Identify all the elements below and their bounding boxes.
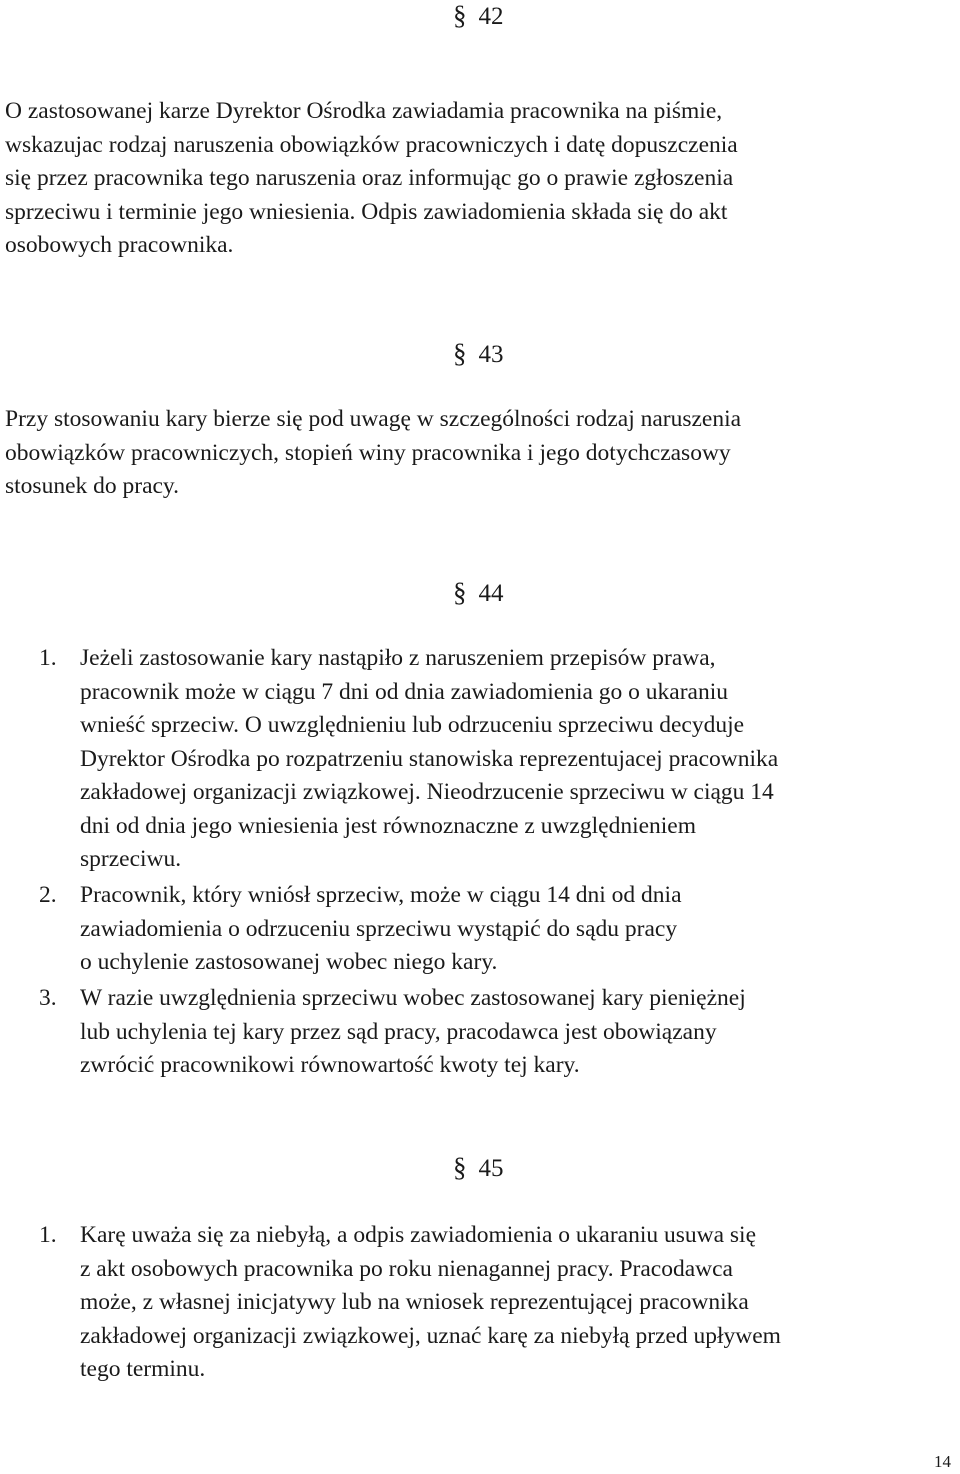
section-sign: § (453, 338, 467, 368)
item-line: Jeżeli zastosowanie kary nastąpiło z naruszeniem przepisów prawa, (80, 645, 716, 671)
section-number: 45 (478, 1155, 504, 1182)
page-number: 14 (934, 1452, 951, 1471)
item-text (80, 1219, 960, 1387)
section-43-paragraph (5, 403, 955, 504)
section-42-paragraph (5, 95, 955, 263)
item-line: lub uchylenia tej kary przez sąd pracy, pracodawca jest obowiązany (80, 1018, 717, 1045)
item-line: Pracownik, który wniósł sprzeciw, może w ciągu 14 dni od dnia (80, 882, 682, 908)
section-number: 42 (478, 3, 504, 30)
section-44-item-2 (0, 879, 960, 980)
item-line: sprzeciwu. (80, 846, 182, 872)
section-sign: § (453, 0, 467, 30)
paragraph-line: obowiązków pracowniczych, stopień winy pracownika i jego dotychczasowy (5, 439, 731, 466)
item-number: 1. (39, 1222, 57, 1248)
item-line: o uchylenie zastosowanej wobec niego kary. (80, 949, 498, 975)
item-line: zakładowej organizacji związkowej. Nieodrzucenie sprzeciwu w ciągu 14 (80, 779, 774, 805)
item-number: 3. (39, 985, 57, 1011)
section-heading-43 (453, 338, 504, 370)
item-number: 2. (39, 882, 57, 908)
paragraph-line: osobowych pracownika. (5, 232, 234, 258)
section-44-item-1 (0, 642, 960, 877)
item-line: dni od dnia jego wniesienia jest równoznaczne z uwzględnieniem (80, 812, 697, 839)
paragraph-line: sprzeciwu i terminie jego wniesienia. Odpis zawiadomienia składa się do akt (5, 198, 728, 225)
item-line: z akt osobowych pracownika po roku nienagannej pracy. Pracodawca (80, 1255, 733, 1282)
paragraph-line: się przez pracownika tego naruszenia oraz informując go o prawie zgłoszenia (5, 165, 734, 191)
item-text (80, 982, 960, 1083)
section-heading-42 (453, 0, 504, 32)
item-line: Dyrektor Ośrodka po rozpatrzeniu stanowiska reprezentujacej pracownika (80, 745, 779, 772)
paragraph-line: wskazujac rodzaj naruszenia obowiązków pracowniczych i datę dopuszczenia (5, 131, 738, 158)
section-heading-44 (453, 577, 504, 609)
item-text (80, 879, 960, 980)
item-line: Karę uważa się za niebyłą, a odpis zawiadomienia o ukaraniu usuwa się (80, 1222, 757, 1248)
paragraph-line: O zastosowanej karze Dyrektor Ośrodka zawiadamia pracownika na piśmie, (5, 98, 723, 124)
item-line: zakładowej organizacji związkowej, uznać karę za niebyłą przed upływem (80, 1322, 781, 1349)
item-line: wnieść sprzeciw. O uwzględnieniu lub odrzuceniu sprzeciwu decyduje (80, 712, 745, 738)
section-44-item-3 (0, 982, 960, 1083)
section-sign: § (453, 1152, 467, 1182)
item-number: 1. (39, 645, 57, 671)
section-number: 44 (478, 580, 504, 607)
section-45-item-1 (0, 1219, 960, 1387)
section-heading-45 (453, 1152, 504, 1184)
item-line: tego terminu. (80, 1356, 206, 1382)
paragraph-line: Przy stosowaniu kary bierze się pod uwagę w szczególności rodzaj naruszenia (5, 406, 742, 432)
item-line: zawiadomienia o odrzuceniu sprzeciwu wystąpić do sądu pracy (80, 915, 678, 942)
item-text (80, 642, 960, 877)
item-line: zwrócić pracownikowi równowartość kwoty tej kary. (80, 1052, 580, 1078)
paragraph-line: stosunek do pracy. (5, 473, 180, 499)
item-line: pracownik może w ciągu 7 dni od dnia zawiadomienia go o ukaraniu (80, 678, 729, 705)
section-sign: § (453, 577, 467, 607)
item-line: może, z własnej inicjatywy lub na wniosek reprezentującej pracownika (80, 1289, 749, 1315)
item-line: W razie uwzględnienia sprzeciwu wobec zastosowanej kary pieniężnej (80, 985, 746, 1011)
section-number: 43 (478, 341, 504, 368)
